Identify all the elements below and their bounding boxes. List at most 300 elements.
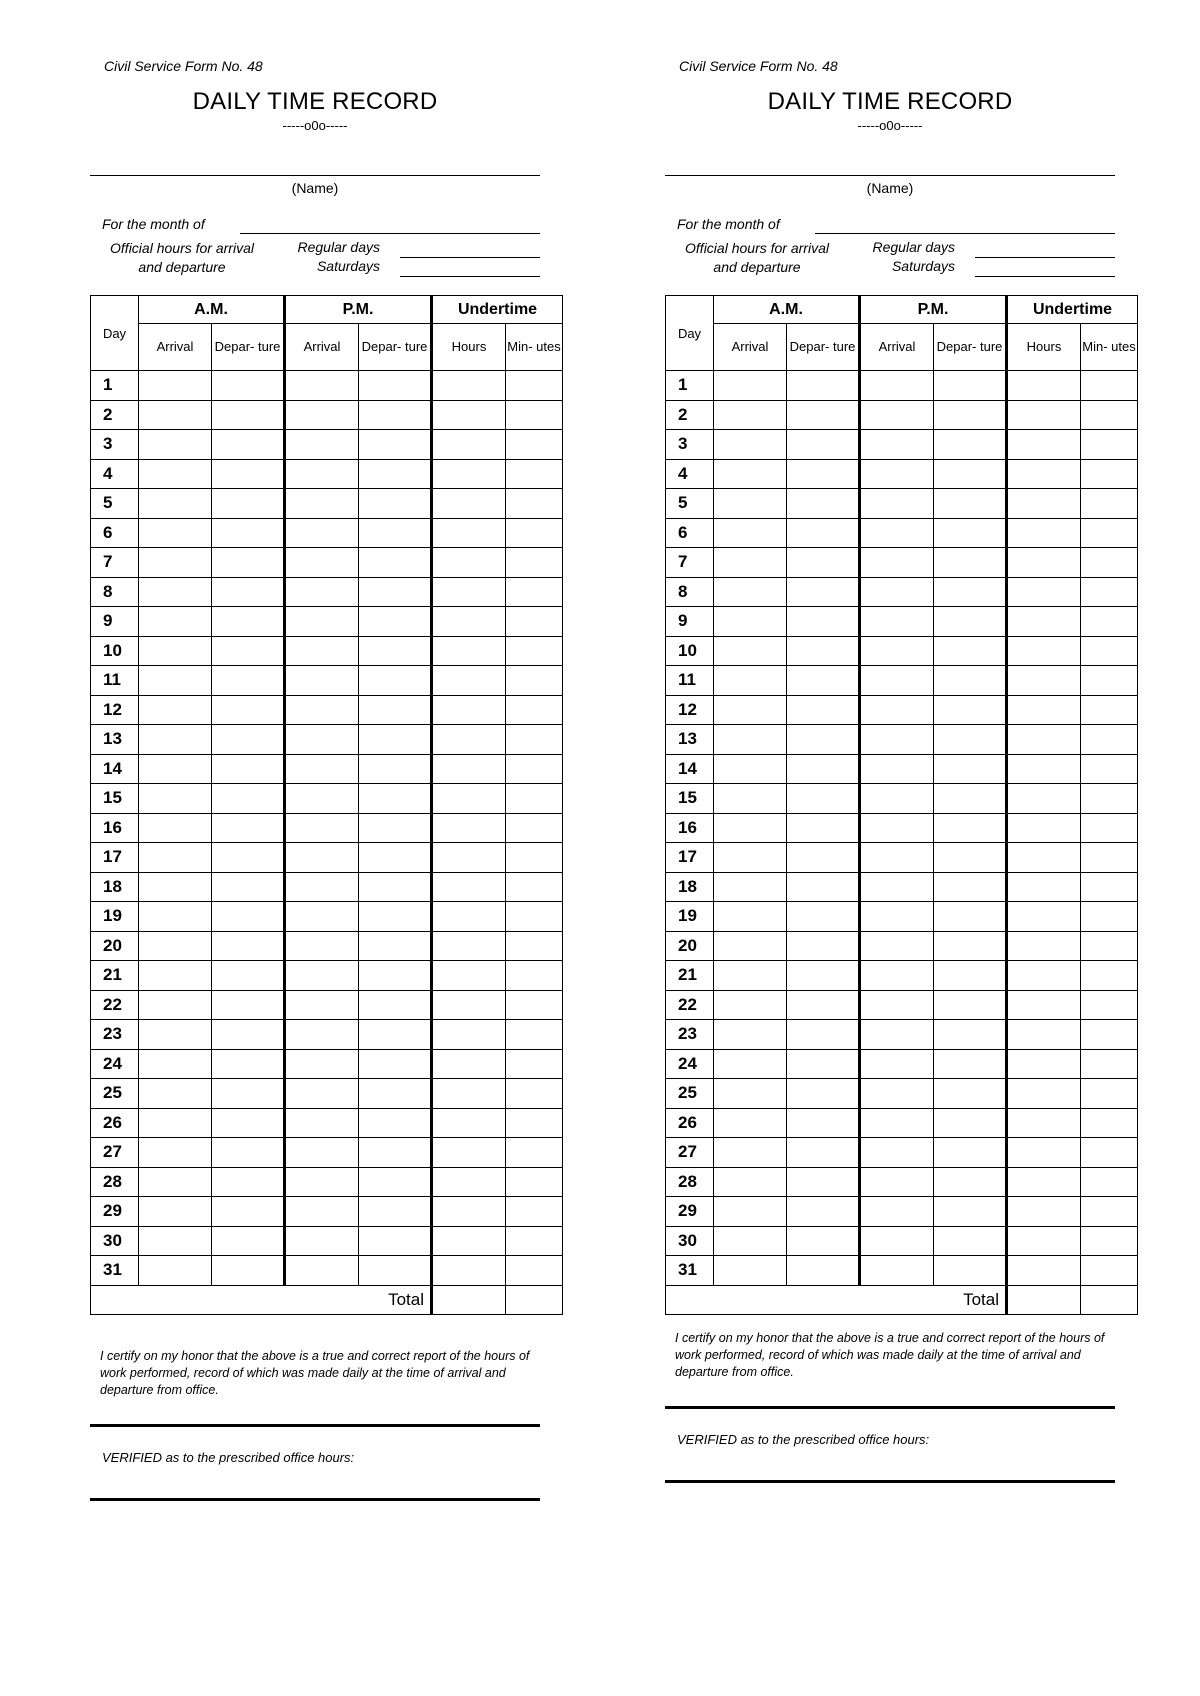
undertime-minutes-cell[interactable] <box>506 607 563 637</box>
undertime-hours-cell[interactable] <box>1007 1108 1081 1138</box>
pm-departure-cell[interactable] <box>934 400 1007 430</box>
pm-departure-cell[interactable] <box>359 843 432 873</box>
undertime-minutes-cell[interactable] <box>1081 1108 1138 1138</box>
undertime-hours-cell[interactable] <box>1007 784 1081 814</box>
undertime-minutes-cell[interactable] <box>1081 961 1138 991</box>
undertime-minutes-cell[interactable] <box>506 1256 563 1286</box>
undertime-minutes-cell[interactable] <box>506 666 563 696</box>
am-arrival-cell[interactable] <box>139 902 212 932</box>
undertime-hours-cell[interactable] <box>432 548 506 578</box>
undertime-hours-cell[interactable] <box>1007 430 1081 460</box>
pm-departure-cell[interactable] <box>934 695 1007 725</box>
am-arrival-cell[interactable] <box>139 931 212 961</box>
am-departure-cell[interactable] <box>787 754 860 784</box>
pm-departure-cell[interactable] <box>359 371 432 401</box>
am-arrival-cell[interactable] <box>714 695 787 725</box>
undertime-minutes-cell[interactable] <box>1081 931 1138 961</box>
undertime-minutes-cell[interactable] <box>1081 695 1138 725</box>
undertime-hours-cell[interactable] <box>1007 607 1081 637</box>
pm-departure-cell[interactable] <box>359 1197 432 1227</box>
undertime-minutes-cell[interactable] <box>506 990 563 1020</box>
pm-arrival-cell[interactable] <box>285 1256 359 1286</box>
pm-departure-cell[interactable] <box>934 931 1007 961</box>
undertime-minutes-cell[interactable] <box>1081 400 1138 430</box>
undertime-minutes-cell[interactable] <box>506 695 563 725</box>
undertime-hours-cell[interactable] <box>432 1079 506 1109</box>
undertime-hours-cell[interactable] <box>1007 725 1081 755</box>
am-arrival-cell[interactable] <box>714 1108 787 1138</box>
am-arrival-cell[interactable] <box>139 489 212 519</box>
am-arrival-cell[interactable] <box>139 1256 212 1286</box>
am-departure-cell[interactable] <box>212 990 285 1020</box>
undertime-hours-cell[interactable] <box>432 1049 506 1079</box>
undertime-minutes-cell[interactable] <box>506 518 563 548</box>
pm-departure-cell[interactable] <box>934 725 1007 755</box>
month-field-line[interactable] <box>240 233 540 234</box>
am-departure-cell[interactable] <box>787 430 860 460</box>
am-departure-cell[interactable] <box>787 784 860 814</box>
am-arrival-cell[interactable] <box>714 1049 787 1079</box>
pm-departure-cell[interactable] <box>359 1226 432 1256</box>
pm-arrival-cell[interactable] <box>860 577 934 607</box>
am-departure-cell[interactable] <box>212 607 285 637</box>
undertime-hours-cell[interactable] <box>432 577 506 607</box>
am-arrival-cell[interactable] <box>139 1226 212 1256</box>
saturdays-field-line[interactable] <box>400 276 540 277</box>
pm-arrival-cell[interactable] <box>860 666 934 696</box>
undertime-hours-cell[interactable] <box>432 1197 506 1227</box>
pm-departure-cell[interactable] <box>934 1079 1007 1109</box>
undertime-hours-cell[interactable] <box>1007 577 1081 607</box>
undertime-hours-cell[interactable] <box>432 518 506 548</box>
pm-departure-cell[interactable] <box>359 400 432 430</box>
undertime-minutes-cell[interactable] <box>506 636 563 666</box>
undertime-hours-cell[interactable] <box>432 872 506 902</box>
am-arrival-cell[interactable] <box>714 1167 787 1197</box>
pm-departure-cell[interactable] <box>934 754 1007 784</box>
pm-departure-cell[interactable] <box>934 902 1007 932</box>
pm-arrival-cell[interactable] <box>285 518 359 548</box>
total-hours-cell[interactable] <box>1007 1285 1081 1314</box>
undertime-minutes-cell[interactable] <box>1081 459 1138 489</box>
pm-arrival-cell[interactable] <box>860 990 934 1020</box>
pm-departure-cell[interactable] <box>359 1020 432 1050</box>
am-arrival-cell[interactable] <box>139 430 212 460</box>
undertime-hours-cell[interactable] <box>432 1226 506 1256</box>
undertime-hours-cell[interactable] <box>432 961 506 991</box>
undertime-hours-cell[interactable] <box>1007 990 1081 1020</box>
am-departure-cell[interactable] <box>787 990 860 1020</box>
saturdays-field-line[interactable] <box>975 276 1115 277</box>
am-departure-cell[interactable] <box>787 843 860 873</box>
am-departure-cell[interactable] <box>787 872 860 902</box>
pm-arrival-cell[interactable] <box>860 489 934 519</box>
am-arrival-cell[interactable] <box>714 1079 787 1109</box>
am-arrival-cell[interactable] <box>139 1079 212 1109</box>
total-minutes-cell[interactable] <box>1081 1285 1138 1314</box>
pm-arrival-cell[interactable] <box>860 548 934 578</box>
am-departure-cell[interactable] <box>212 636 285 666</box>
am-departure-cell[interactable] <box>787 1197 860 1227</box>
signature-line[interactable] <box>665 1406 1115 1409</box>
pm-departure-cell[interactable] <box>934 666 1007 696</box>
undertime-hours-cell[interactable] <box>1007 1079 1081 1109</box>
undertime-minutes-cell[interactable] <box>506 843 563 873</box>
am-arrival-cell[interactable] <box>714 1226 787 1256</box>
undertime-minutes-cell[interactable] <box>1081 843 1138 873</box>
am-arrival-cell[interactable] <box>139 784 212 814</box>
undertime-hours-cell[interactable] <box>432 400 506 430</box>
undertime-minutes-cell[interactable] <box>1081 1079 1138 1109</box>
pm-departure-cell[interactable] <box>359 813 432 843</box>
pm-arrival-cell[interactable] <box>285 931 359 961</box>
undertime-hours-cell[interactable] <box>432 1256 506 1286</box>
pm-departure-cell[interactable] <box>934 843 1007 873</box>
am-departure-cell[interactable] <box>787 961 860 991</box>
undertime-minutes-cell[interactable] <box>506 1079 563 1109</box>
pm-departure-cell[interactable] <box>934 1049 1007 1079</box>
undertime-hours-cell[interactable] <box>1007 371 1081 401</box>
pm-arrival-cell[interactable] <box>860 872 934 902</box>
am-arrival-cell[interactable] <box>714 784 787 814</box>
pm-departure-cell[interactable] <box>359 1167 432 1197</box>
pm-arrival-cell[interactable] <box>860 813 934 843</box>
am-departure-cell[interactable] <box>212 1167 285 1197</box>
pm-arrival-cell[interactable] <box>285 1138 359 1168</box>
pm-departure-cell[interactable] <box>359 725 432 755</box>
am-arrival-cell[interactable] <box>714 931 787 961</box>
pm-departure-cell[interactable] <box>359 666 432 696</box>
am-departure-cell[interactable] <box>787 902 860 932</box>
pm-departure-cell[interactable] <box>934 636 1007 666</box>
am-arrival-cell[interactable] <box>139 577 212 607</box>
am-departure-cell[interactable] <box>787 1079 860 1109</box>
pm-departure-cell[interactable] <box>934 1138 1007 1168</box>
undertime-hours-cell[interactable] <box>1007 489 1081 519</box>
am-departure-cell[interactable] <box>212 1079 285 1109</box>
pm-arrival-cell[interactable] <box>860 725 934 755</box>
pm-departure-cell[interactable] <box>934 872 1007 902</box>
am-departure-cell[interactable] <box>787 577 860 607</box>
undertime-minutes-cell[interactable] <box>1081 872 1138 902</box>
pm-arrival-cell[interactable] <box>285 1197 359 1227</box>
undertime-minutes-cell[interactable] <box>1081 518 1138 548</box>
pm-departure-cell[interactable] <box>934 548 1007 578</box>
undertime-hours-cell[interactable] <box>432 902 506 932</box>
total-hours-cell[interactable] <box>432 1285 506 1314</box>
undertime-minutes-cell[interactable] <box>506 931 563 961</box>
undertime-minutes-cell[interactable] <box>506 725 563 755</box>
pm-departure-cell[interactable] <box>934 1167 1007 1197</box>
pm-departure-cell[interactable] <box>934 430 1007 460</box>
undertime-minutes-cell[interactable] <box>506 548 563 578</box>
undertime-minutes-cell[interactable] <box>1081 1197 1138 1227</box>
undertime-minutes-cell[interactable] <box>506 577 563 607</box>
am-departure-cell[interactable] <box>787 1020 860 1050</box>
pm-arrival-cell[interactable] <box>860 518 934 548</box>
am-arrival-cell[interactable] <box>139 813 212 843</box>
undertime-hours-cell[interactable] <box>1007 902 1081 932</box>
pm-arrival-cell[interactable] <box>860 607 934 637</box>
am-arrival-cell[interactable] <box>714 872 787 902</box>
pm-departure-cell[interactable] <box>359 607 432 637</box>
am-arrival-cell[interactable] <box>714 577 787 607</box>
pm-departure-cell[interactable] <box>934 1226 1007 1256</box>
am-arrival-cell[interactable] <box>714 607 787 637</box>
supervisor-signature-line[interactable] <box>90 1498 540 1501</box>
undertime-hours-cell[interactable] <box>432 371 506 401</box>
undertime-hours-cell[interactable] <box>1007 695 1081 725</box>
pm-arrival-cell[interactable] <box>860 1167 934 1197</box>
undertime-hours-cell[interactable] <box>1007 1256 1081 1286</box>
am-arrival-cell[interactable] <box>139 400 212 430</box>
pm-arrival-cell[interactable] <box>285 430 359 460</box>
am-arrival-cell[interactable] <box>139 1108 212 1138</box>
undertime-hours-cell[interactable] <box>432 430 506 460</box>
undertime-minutes-cell[interactable] <box>1081 666 1138 696</box>
am-departure-cell[interactable] <box>212 666 285 696</box>
undertime-minutes-cell[interactable] <box>1081 577 1138 607</box>
pm-departure-cell[interactable] <box>934 577 1007 607</box>
am-arrival-cell[interactable] <box>139 371 212 401</box>
am-departure-cell[interactable] <box>787 459 860 489</box>
am-arrival-cell[interactable] <box>714 990 787 1020</box>
am-arrival-cell[interactable] <box>714 459 787 489</box>
regular-days-field-line[interactable] <box>975 257 1115 258</box>
am-arrival-cell[interactable] <box>139 1020 212 1050</box>
pm-arrival-cell[interactable] <box>860 1197 934 1227</box>
undertime-minutes-cell[interactable] <box>1081 990 1138 1020</box>
pm-departure-cell[interactable] <box>934 1108 1007 1138</box>
pm-arrival-cell[interactable] <box>285 695 359 725</box>
undertime-hours-cell[interactable] <box>1007 813 1081 843</box>
pm-arrival-cell[interactable] <box>285 1049 359 1079</box>
pm-arrival-cell[interactable] <box>285 902 359 932</box>
undertime-hours-cell[interactable] <box>1007 872 1081 902</box>
undertime-minutes-cell[interactable] <box>506 784 563 814</box>
am-arrival-cell[interactable] <box>139 725 212 755</box>
undertime-hours-cell[interactable] <box>1007 636 1081 666</box>
am-arrival-cell[interactable] <box>139 518 212 548</box>
am-departure-cell[interactable] <box>787 695 860 725</box>
pm-arrival-cell[interactable] <box>285 666 359 696</box>
pm-departure-cell[interactable] <box>359 430 432 460</box>
undertime-hours-cell[interactable] <box>1007 1197 1081 1227</box>
pm-departure-cell[interactable] <box>359 1138 432 1168</box>
am-arrival-cell[interactable] <box>139 1197 212 1227</box>
undertime-hours-cell[interactable] <box>1007 518 1081 548</box>
am-arrival-cell[interactable] <box>139 872 212 902</box>
undertime-minutes-cell[interactable] <box>1081 754 1138 784</box>
undertime-hours-cell[interactable] <box>432 666 506 696</box>
undertime-minutes-cell[interactable] <box>1081 902 1138 932</box>
undertime-hours-cell[interactable] <box>1007 1138 1081 1168</box>
am-arrival-cell[interactable] <box>714 518 787 548</box>
pm-departure-cell[interactable] <box>359 784 432 814</box>
am-arrival-cell[interactable] <box>714 1138 787 1168</box>
am-departure-cell[interactable] <box>787 666 860 696</box>
undertime-minutes-cell[interactable] <box>1081 607 1138 637</box>
pm-arrival-cell[interactable] <box>285 1167 359 1197</box>
undertime-hours-cell[interactable] <box>432 931 506 961</box>
pm-arrival-cell[interactable] <box>860 695 934 725</box>
am-departure-cell[interactable] <box>212 430 285 460</box>
undertime-hours-cell[interactable] <box>432 1138 506 1168</box>
pm-arrival-cell[interactable] <box>285 813 359 843</box>
pm-departure-cell[interactable] <box>934 990 1007 1020</box>
pm-departure-cell[interactable] <box>359 636 432 666</box>
pm-departure-cell[interactable] <box>934 1256 1007 1286</box>
undertime-hours-cell[interactable] <box>432 754 506 784</box>
am-arrival-cell[interactable] <box>714 754 787 784</box>
pm-departure-cell[interactable] <box>934 1197 1007 1227</box>
undertime-minutes-cell[interactable] <box>1081 784 1138 814</box>
pm-departure-cell[interactable] <box>359 754 432 784</box>
undertime-minutes-cell[interactable] <box>506 371 563 401</box>
am-departure-cell[interactable] <box>787 1256 860 1286</box>
undertime-hours-cell[interactable] <box>1007 1167 1081 1197</box>
pm-arrival-cell[interactable] <box>860 961 934 991</box>
undertime-minutes-cell[interactable] <box>506 813 563 843</box>
pm-arrival-cell[interactable] <box>285 1079 359 1109</box>
am-departure-cell[interactable] <box>787 636 860 666</box>
pm-arrival-cell[interactable] <box>285 607 359 637</box>
am-arrival-cell[interactable] <box>714 400 787 430</box>
am-departure-cell[interactable] <box>212 371 285 401</box>
am-departure-cell[interactable] <box>212 518 285 548</box>
pm-departure-cell[interactable] <box>934 371 1007 401</box>
am-arrival-cell[interactable] <box>139 636 212 666</box>
undertime-minutes-cell[interactable] <box>1081 1226 1138 1256</box>
pm-arrival-cell[interactable] <box>285 459 359 489</box>
pm-arrival-cell[interactable] <box>860 754 934 784</box>
pm-departure-cell[interactable] <box>359 518 432 548</box>
pm-arrival-cell[interactable] <box>285 843 359 873</box>
undertime-hours-cell[interactable] <box>432 459 506 489</box>
am-departure-cell[interactable] <box>787 518 860 548</box>
am-arrival-cell[interactable] <box>714 489 787 519</box>
pm-arrival-cell[interactable] <box>285 400 359 430</box>
am-departure-cell[interactable] <box>787 607 860 637</box>
pm-departure-cell[interactable] <box>934 607 1007 637</box>
undertime-minutes-cell[interactable] <box>506 459 563 489</box>
pm-departure-cell[interactable] <box>359 872 432 902</box>
am-arrival-cell[interactable] <box>139 607 212 637</box>
am-departure-cell[interactable] <box>212 1108 285 1138</box>
name-field-line[interactable] <box>665 175 1115 176</box>
am-departure-cell[interactable] <box>212 1197 285 1227</box>
undertime-minutes-cell[interactable] <box>1081 371 1138 401</box>
am-arrival-cell[interactable] <box>714 666 787 696</box>
am-departure-cell[interactable] <box>212 400 285 430</box>
am-arrival-cell[interactable] <box>714 1020 787 1050</box>
pm-arrival-cell[interactable] <box>860 1108 934 1138</box>
signature-line[interactable] <box>90 1424 540 1427</box>
undertime-minutes-cell[interactable] <box>506 489 563 519</box>
am-arrival-cell[interactable] <box>714 430 787 460</box>
undertime-minutes-cell[interactable] <box>506 1138 563 1168</box>
am-arrival-cell[interactable] <box>714 636 787 666</box>
pm-arrival-cell[interactable] <box>285 754 359 784</box>
pm-departure-cell[interactable] <box>934 1020 1007 1050</box>
undertime-minutes-cell[interactable] <box>1081 1020 1138 1050</box>
undertime-hours-cell[interactable] <box>432 607 506 637</box>
am-arrival-cell[interactable] <box>139 1138 212 1168</box>
am-arrival-cell[interactable] <box>714 725 787 755</box>
pm-arrival-cell[interactable] <box>860 636 934 666</box>
am-departure-cell[interactable] <box>787 1167 860 1197</box>
am-departure-cell[interactable] <box>787 725 860 755</box>
undertime-minutes-cell[interactable] <box>506 1167 563 1197</box>
am-arrival-cell[interactable] <box>714 843 787 873</box>
am-departure-cell[interactable] <box>212 902 285 932</box>
am-arrival-cell[interactable] <box>714 1197 787 1227</box>
am-arrival-cell[interactable] <box>139 1049 212 1079</box>
am-departure-cell[interactable] <box>787 1226 860 1256</box>
regular-days-field-line[interactable] <box>400 257 540 258</box>
am-departure-cell[interactable] <box>212 813 285 843</box>
pm-arrival-cell[interactable] <box>860 902 934 932</box>
undertime-minutes-cell[interactable] <box>1081 1138 1138 1168</box>
undertime-minutes-cell[interactable] <box>506 1049 563 1079</box>
supervisor-signature-line[interactable] <box>665 1480 1115 1483</box>
undertime-minutes-cell[interactable] <box>506 430 563 460</box>
pm-departure-cell[interactable] <box>359 548 432 578</box>
am-departure-cell[interactable] <box>212 1138 285 1168</box>
pm-arrival-cell[interactable] <box>860 400 934 430</box>
undertime-minutes-cell[interactable] <box>1081 489 1138 519</box>
pm-departure-cell[interactable] <box>359 931 432 961</box>
am-arrival-cell[interactable] <box>139 459 212 489</box>
undertime-hours-cell[interactable] <box>1007 666 1081 696</box>
am-departure-cell[interactable] <box>212 961 285 991</box>
undertime-hours-cell[interactable] <box>432 1108 506 1138</box>
am-departure-cell[interactable] <box>787 1138 860 1168</box>
undertime-hours-cell[interactable] <box>1007 1049 1081 1079</box>
pm-arrival-cell[interactable] <box>860 1138 934 1168</box>
am-departure-cell[interactable] <box>212 754 285 784</box>
pm-departure-cell[interactable] <box>934 813 1007 843</box>
am-arrival-cell[interactable] <box>139 666 212 696</box>
undertime-minutes-cell[interactable] <box>506 1226 563 1256</box>
pm-departure-cell[interactable] <box>934 489 1007 519</box>
am-departure-cell[interactable] <box>212 459 285 489</box>
am-departure-cell[interactable] <box>212 725 285 755</box>
pm-departure-cell[interactable] <box>359 577 432 607</box>
undertime-minutes-cell[interactable] <box>506 754 563 784</box>
name-field-line[interactable] <box>90 175 540 176</box>
pm-departure-cell[interactable] <box>359 990 432 1020</box>
pm-arrival-cell[interactable] <box>860 459 934 489</box>
undertime-minutes-cell[interactable] <box>1081 636 1138 666</box>
am-arrival-cell[interactable] <box>139 843 212 873</box>
undertime-minutes-cell[interactable] <box>1081 725 1138 755</box>
pm-arrival-cell[interactable] <box>860 1226 934 1256</box>
undertime-minutes-cell[interactable] <box>506 1197 563 1227</box>
am-departure-cell[interactable] <box>787 400 860 430</box>
undertime-minutes-cell[interactable] <box>506 961 563 991</box>
am-departure-cell[interactable] <box>787 813 860 843</box>
pm-departure-cell[interactable] <box>359 1108 432 1138</box>
pm-departure-cell[interactable] <box>359 902 432 932</box>
am-arrival-cell[interactable] <box>714 902 787 932</box>
pm-departure-cell[interactable] <box>359 961 432 991</box>
pm-arrival-cell[interactable] <box>860 1079 934 1109</box>
total-minutes-cell[interactable] <box>506 1285 563 1314</box>
pm-arrival-cell[interactable] <box>285 1020 359 1050</box>
am-departure-cell[interactable] <box>212 872 285 902</box>
undertime-hours-cell[interactable] <box>1007 754 1081 784</box>
